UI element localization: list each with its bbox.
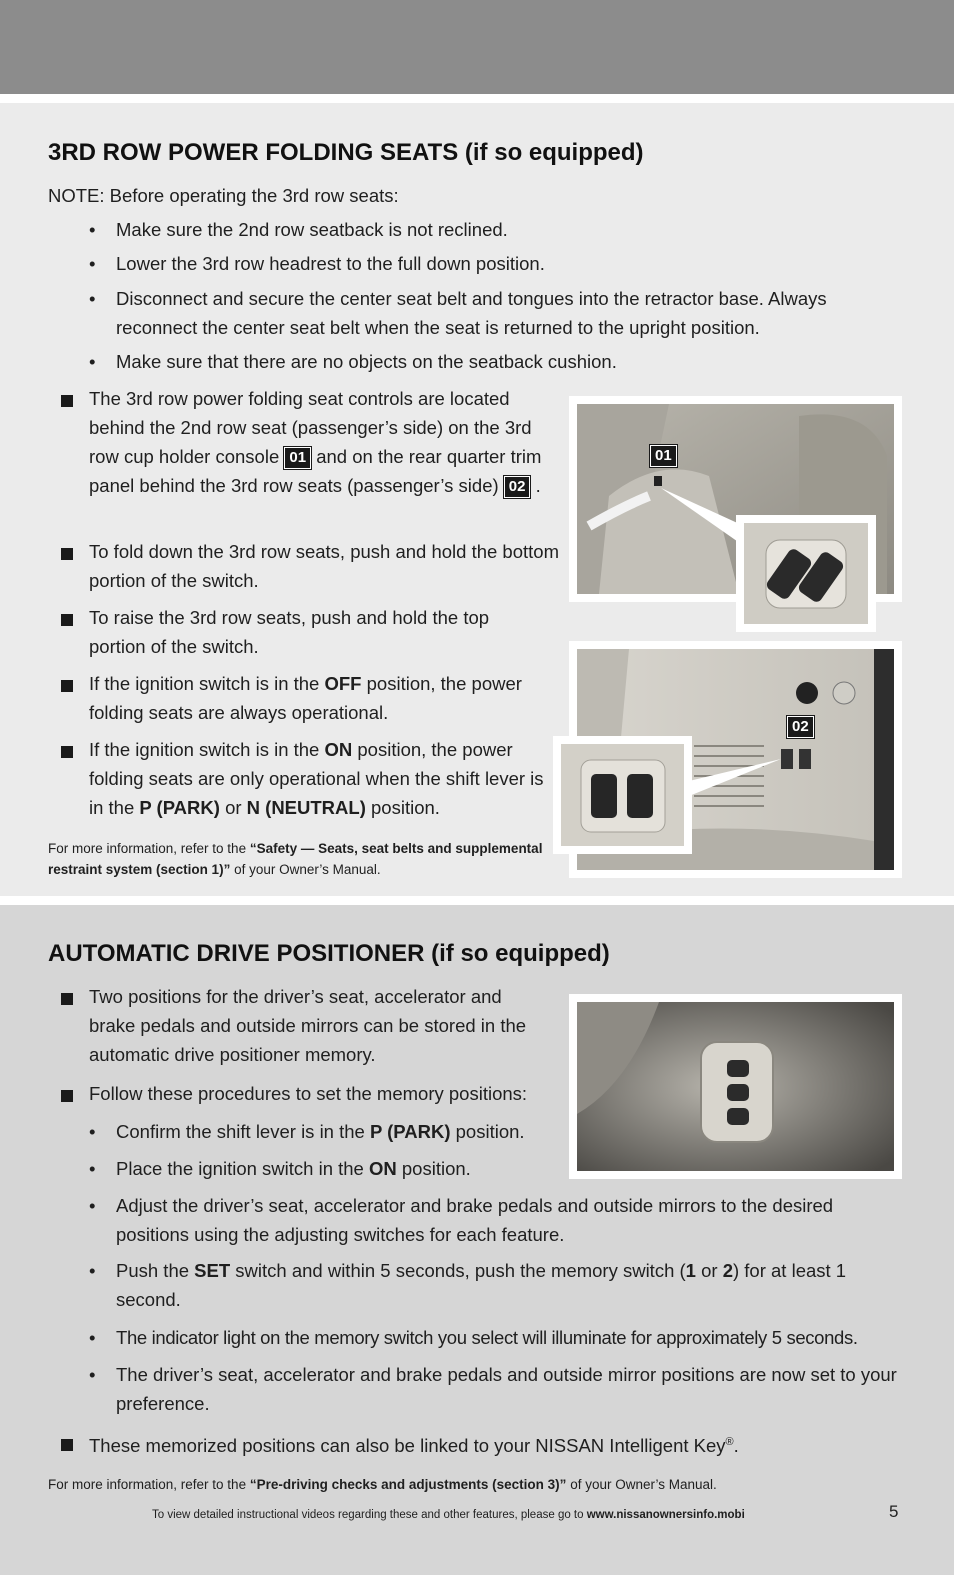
square-bullet <box>61 548 73 560</box>
step-confirm-park: Confirm the shift lever is in the P (PARK) position. <box>116 1121 525 1142</box>
more-info-seats: For more information, refer to the “Safety — Seats, seat belts and supplemental restraint system (section 1)” of your Owner’s Manual. <box>48 841 543 877</box>
item-procedures: Follow these procedures to set the memory positions: <box>89 1083 528 1104</box>
step-indicator-light: The indicator light on the memory switch you select will illuminate for approximately 5 seconds. <box>116 1327 858 1348</box>
item-intelligent-key: These memorized positions can also be linked to your NISSAN Intelligent Key®. <box>89 1435 739 1457</box>
header-bar <box>0 0 954 94</box>
item-controls-location: The 3rd row power folding seat controls are located behind the 2nd row seat (passenger’s side) on the 3rd row cup holder console 01 and on the rear quarter trim panel behind the 3rd row seats (passenger’s side) 02 . <box>89 388 542 496</box>
bullet-dot: • <box>89 1364 96 1385</box>
callout-tag-02: 02 <box>504 476 531 498</box>
footer-text: To view detailed instructional videos regarding these and other features, please go to www.nissanownersinfo.mobi <box>152 1509 745 1521</box>
item-raise: To raise the 3rd row seats, push and hold the top portion of the switch. <box>89 607 490 657</box>
item-ignition-off: If the ignition switch is in the OFF position, the power folding seats are always operational. <box>89 673 522 723</box>
bullet-dot: • <box>89 288 96 309</box>
photo-memory-switches <box>569 994 902 1179</box>
square-bullet <box>61 395 73 407</box>
bullet-dot: • <box>89 351 96 372</box>
bullet-dot: • <box>89 1195 96 1216</box>
bullet-dot: • <box>89 1327 96 1348</box>
section-title-positioner: AUTOMATIC DRIVE POSITIONER (if so equipped) <box>48 940 610 967</box>
photo-inset-switch-2 <box>553 736 692 854</box>
square-bullet <box>61 746 73 758</box>
item-positions-stored: Two positions for the driver’s seat, accelerator and brake pedals and outside mirrors can be stored in the automatic drive positioner memory. <box>89 986 527 1065</box>
square-bullet <box>61 993 73 1005</box>
photo-callout-02: 02 <box>787 716 814 738</box>
note-text: NOTE: Before operating the 3rd row seats: <box>48 185 399 206</box>
step-push-set: Push the SET switch and within 5 seconds, push the memory switch (1 or 2) for at least 1 second. <box>116 1260 847 1310</box>
square-bullet <box>61 1439 73 1451</box>
note-bullet: Disconnect and secure the center seat belt and tongues into the retractor base. Always reconnect the center seat belt when the seat is returned to the upright position. <box>116 288 827 338</box>
item-ignition-on: If the ignition switch is in the ON position, the power folding seats are only operational when the shift lever is in the P (PARK) or N (NEUTRAL) position. <box>89 739 544 818</box>
note-bullet: Lower the 3rd row headrest to the full down position. <box>116 253 545 274</box>
item-fold-down: To fold down the 3rd row seats, push and hold the bottom portion of the switch. <box>89 541 559 591</box>
callout-tag-01: 01 <box>284 447 311 469</box>
step-preference-set: The driver’s seat, accelerator and brake pedals and outside mirror positions are now set to your preference. <box>116 1364 897 1414</box>
step-ignition-on: Place the ignition switch in the ON position. <box>116 1158 471 1179</box>
square-bullet <box>61 1090 73 1102</box>
bullet-dot: • <box>89 1121 96 1142</box>
step-adjust: Adjust the driver’s seat, accelerator and brake pedals and outside mirrors to the desired positions using the adjusting switches for each feature. <box>116 1195 834 1245</box>
bullet-dot: • <box>89 219 96 240</box>
more-info-positioner: For more information, refer to the “Pre-driving checks and adjustments (section 3)” of your Owner’s Manual. <box>48 1477 717 1492</box>
footer-link[interactable]: www.nissanownersinfo.mobi <box>586 1509 745 1521</box>
section-title-seats: 3RD ROW POWER FOLDING SEATS (if so equipped) <box>48 139 644 166</box>
note-bullet: Make sure that there are no objects on the seatback cushion. <box>116 351 617 372</box>
photo-callout-01: 01 <box>650 445 677 467</box>
bullet-dot: • <box>89 1260 96 1281</box>
photo-inset-switch-1 <box>736 515 876 632</box>
bullet-dot: • <box>89 1158 96 1179</box>
page-number: 5 <box>889 1502 899 1521</box>
bullet-dot: • <box>89 253 96 274</box>
square-bullet <box>61 680 73 692</box>
note-bullet: Make sure the 2nd row seatback is not reclined. <box>116 219 508 240</box>
square-bullet <box>61 614 73 626</box>
